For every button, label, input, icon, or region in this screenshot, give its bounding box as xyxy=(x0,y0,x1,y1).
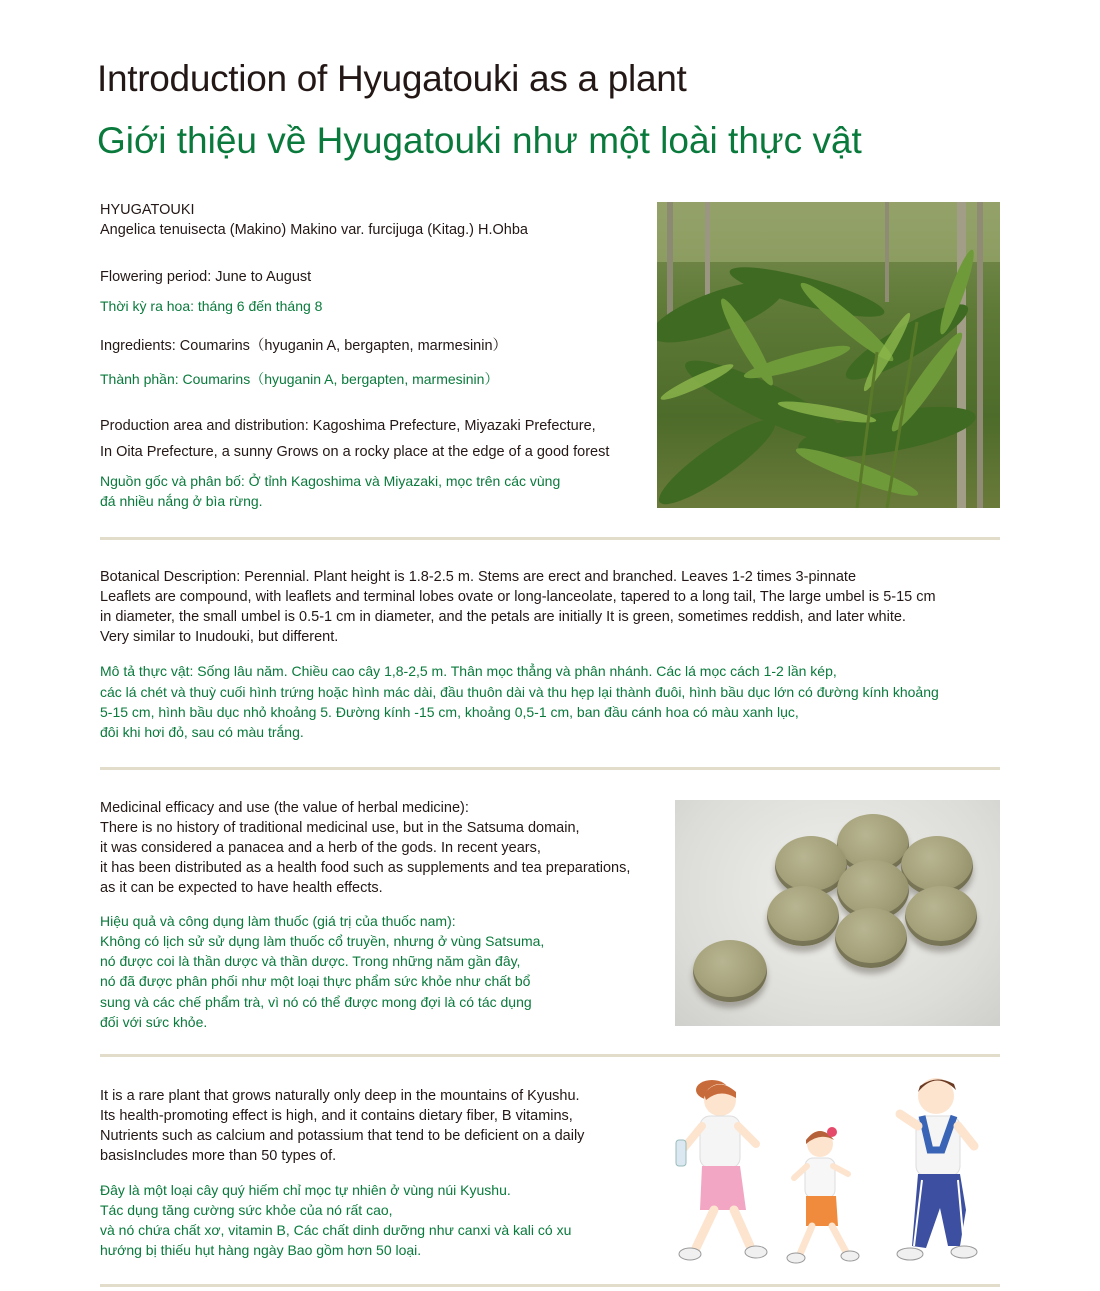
efficacy-vi-line-6: đối với sức khỏe. xyxy=(100,1014,208,1030)
tablet xyxy=(693,940,767,1002)
efficacy-en-line-5: as it can be expected to have health effects. xyxy=(100,880,383,896)
botanical-en-line-3: in diameter, the small umbel is 0.5-1 cm in diameter, and the petals are initially It is green, sometimes reddish, and later white. xyxy=(100,609,906,625)
section-divider xyxy=(100,1284,1000,1287)
botanical-vi-line-4: đôi khi hơi đỏ, sau có màu trắng. xyxy=(100,724,304,740)
rare-plant-en-line-1: It is a rare plant that grows naturally only deep in the mountains of Kyushu. xyxy=(100,1088,580,1104)
efficacy-en-line-2: There is no history of traditional medicinal use, but in the Satsuma domain, xyxy=(100,820,580,836)
rare-plant-en-line-3: Nutrients such as calcium and potassium that tend to be deficient on a daily xyxy=(100,1128,585,1144)
tablet xyxy=(905,886,977,946)
production-en-line-1: Production area and distribution: Kagoshima Prefecture, Miyazaki Prefecture, xyxy=(100,418,596,434)
mother-figure xyxy=(676,1080,767,1260)
ingredients-vi: Thành phần: Coumarins（hyuganin A, bergapten, marmesinin） xyxy=(100,371,499,387)
botanical-en-line-2: Leaflets are compound, with leaflets and terminal lobes ovate or long-lanceolate, tapered to a long tail, The large umbel is 5-15 cm xyxy=(100,589,936,605)
efficacy-vi-line-3: nó được coi là thần dược và thần dược. Trong những năm gần đây, xyxy=(100,953,521,969)
botanical-vi-line-3: 5-15 cm, hình bầu dục nhỏ khoảng 5. Đường kính -15 cm, khoảng 0,5-1 cm, ban đầu cánh hoa có màu xanh lục, xyxy=(100,704,799,720)
botanical-vi-line-2: các lá chét và thuỳ cuối hình trứng hoặc hình mác dài, đầu thuôn dài và thu hẹp lại thành đuôi, hình bầu dục lớn có đường kính khoảng xyxy=(100,684,939,700)
rare-plant-en-line-4: basisIncludes more than 50 types of. xyxy=(100,1148,337,1164)
botanical-en-line-4: Very similar to Inudouki, but different. xyxy=(100,629,339,645)
flowering-period-en: Flowering period: June to August xyxy=(100,269,312,285)
plant-name: HYUGATOUKI xyxy=(100,202,195,218)
section-divider xyxy=(100,537,1000,540)
efficacy-en-line-3: it was considered a panacea and a herb of the gods. In recent years, xyxy=(100,840,541,856)
production-vi-line-1: Nguồn gốc và phân bố: Ở tỉnh Kagoshima và Miyazaki, mọc trên các vùng xyxy=(100,473,561,489)
rare-plant-vi-line-3: và nó chứa chất xơ, vitamin B, Các chất dinh dưỡng như canxi và kali có xu xyxy=(100,1222,572,1238)
walking-family-illustration xyxy=(660,1070,1005,1275)
section-divider xyxy=(100,1054,1000,1057)
efficacy-vi-line-5: sung và các chế phẩm trà, vì nó có thể được mong đợi là có tác dụng xyxy=(100,994,532,1010)
rare-plant-vi-line-4: hướng bị thiếu hụt hàng ngày Bao gồm hơn 50 loại. xyxy=(100,1242,422,1258)
rare-plant-en-line-2: Its health-promoting effect is high, and it contains dietary fiber, B vitamins, xyxy=(100,1108,573,1124)
supplement-tablets-photo xyxy=(675,800,1000,1026)
plant-illustration xyxy=(657,202,1000,508)
child-figure xyxy=(787,1127,859,1263)
scientific-name: Angelica tenuisecta (Makino) Makino var. furcijuga (Kitag.) H.Ohba xyxy=(100,222,528,238)
page-title-vietnamese: Giới thiệu về Hyugatouki như một loài thực vật xyxy=(97,120,862,161)
section-divider xyxy=(100,767,1000,770)
father-figure xyxy=(897,1078,977,1260)
botanical-en-line-1: Botanical Description: Perennial. Plant height is 1.8-2.5 m. Stems are erect and branched. Leaves 1-2 times 3-pinnate xyxy=(100,569,857,585)
efficacy-en-line-4: it has been distributed as a health food such as supplements and tea preparations, xyxy=(100,860,631,876)
ingredients-en: Ingredients: Coumarins（hyuganin A, bergapten, marmesinin） xyxy=(100,338,508,354)
efficacy-vi-line-2: Không có lịch sử sử dụng làm thuốc cổ truyền, nhưng ở vùng Satsuma, xyxy=(100,933,545,949)
botanical-vi-line-1: Mô tả thực vật: Sống lâu năm. Chiều cao cây 1,8-2,5 m. Thân mọc thẳng và phân nhánh. Các lá mọc cách 1-2 lần kép, xyxy=(100,663,837,679)
tablet xyxy=(767,886,839,946)
hyugatouki-plant-photo xyxy=(657,202,1000,508)
production-en-line-2: In Oita Prefecture, a sunny Grows on a rocky place at the edge of a good forest xyxy=(100,444,610,460)
flowering-period-vi: Thời kỳ ra hoa: tháng 6 đến tháng 8 xyxy=(100,298,323,314)
rare-plant-vi-line-1: Đây là một loại cây quý hiếm chỉ mọc tự nhiên ở vùng núi Kyushu. xyxy=(100,1182,511,1198)
efficacy-vi-line-4: nó đã được phân phối như một loại thực phẩm sức khỏe như chất bổ xyxy=(100,973,531,989)
page-title-english: Introduction of Hyugatouki as a plant xyxy=(97,58,687,99)
production-vi-line-2: đá nhiều nắng ở bìa rừng. xyxy=(100,493,263,509)
efficacy-en-line-1: Medicinal efficacy and use (the value of herbal medicine): xyxy=(100,800,469,816)
rare-plant-vi-line-2: Tác dụng tăng cường sức khỏe của nó rất cao, xyxy=(100,1202,393,1218)
tablet xyxy=(835,908,907,968)
efficacy-vi-line-1: Hiệu quả và công dụng làm thuốc (giá trị của thuốc nam): xyxy=(100,913,456,929)
